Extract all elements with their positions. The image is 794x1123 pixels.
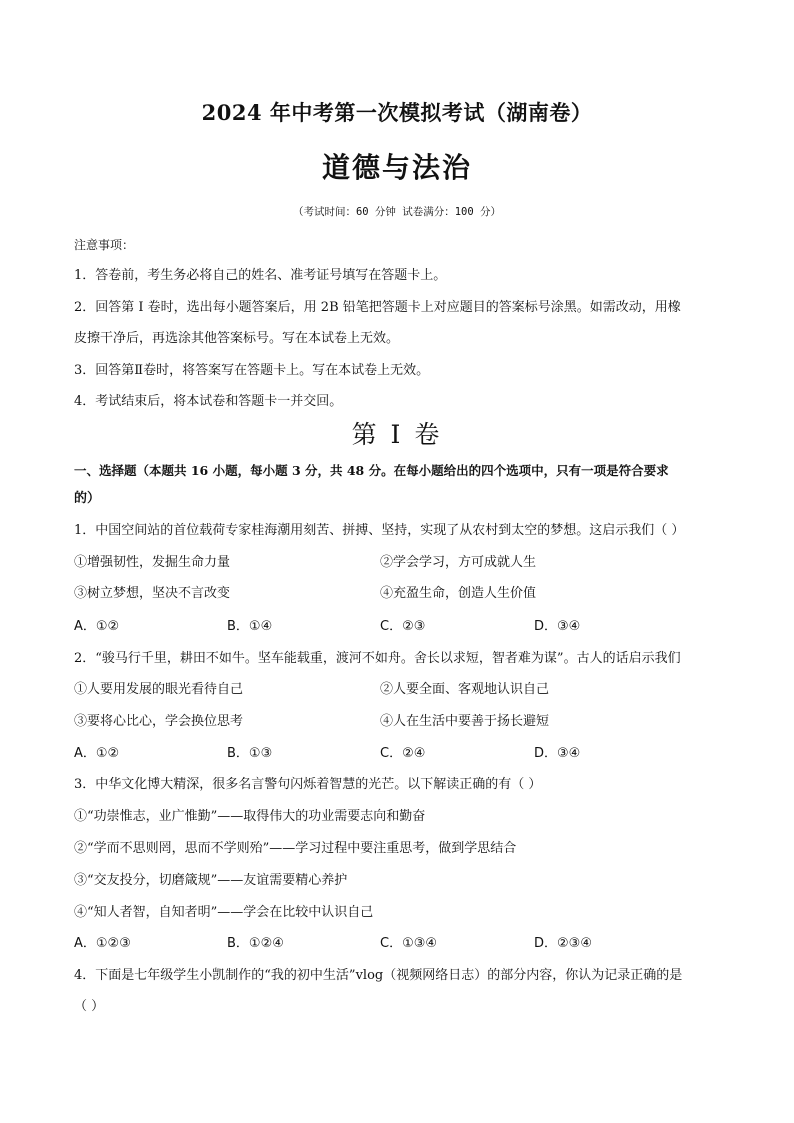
option-d[interactable]: D．③④ [534, 746, 581, 761]
option-c[interactable]: C．②③ [380, 619, 426, 634]
statement: ①增强韧性，发掘生命力量 [74, 555, 231, 570]
question-stem: 3．中华文化博大精深，很多名言警句闪烁着智慧的光芒。以下解读正确的有（ ） [74, 777, 542, 792]
exam-title: 2024 年中考第一次模拟考试（湖南卷） [201, 100, 593, 125]
notice-item: 皮擦干净后，再选涂其他答案标号。写在本试卷上无效。 [74, 331, 400, 346]
option-a[interactable]: A．①② [74, 746, 120, 761]
statement: ①“功崇惟志，业广惟勤”——取得伟大的功业需要志向和勤奋 [74, 809, 426, 824]
option-c[interactable]: C．①③④ [380, 936, 438, 951]
statement: ②“学而不思则罔，思而不学则殆”——学习过程中要注重思考，做到学思结合 [74, 841, 517, 856]
statement: ③树立梦想，坚决不言改变 [74, 586, 231, 601]
statement: ④“知人者智，自知者明”——学会在比较中认识自己 [74, 905, 374, 920]
statement: ④充盈生命，创造人生价值 [380, 586, 537, 601]
option-a[interactable]: A．①②③ [74, 936, 131, 951]
notice-item: 1．答卷前，考生务必将自己的姓名、准考证号填写在答题卡上。 [74, 268, 447, 283]
section-intro: 一、选择题（本题共 16 小题，每小题 3 分，共 48 分。在每小题给出的四个选项中，只有一项是符合要求 [74, 463, 669, 478]
statement: ③“交友投分，切磨箴规”——友谊需要精心养护 [74, 873, 348, 888]
option-b[interactable]: B．①③ [227, 746, 273, 761]
statement: ④人在生活中要善于扬长避短 [380, 714, 550, 729]
question-stem: 1．中国空间站的首位载荷专家桂海潮用刻苦、拼搏、坚持，实现了从农村到太空的梦想。这启示我们（ ） [74, 523, 685, 538]
question-stem-cont: （ ） [74, 999, 105, 1014]
option-c[interactable]: C．②④ [380, 746, 426, 761]
section-title: 第 I 卷 [351, 420, 443, 449]
section-intro-cont: 的） [74, 491, 101, 506]
question-stem: 4．下面是七年级学生小凯制作的“我的初中生活”vlog（视频网络日志）的部分内容，你认为记录正确的是 [74, 968, 683, 983]
notice-heading: 注意事项： [74, 238, 135, 252]
statement: ②人要全面、客观地认识自己 [380, 682, 550, 697]
option-b[interactable]: B．①④ [227, 619, 273, 634]
statement: ③要将心比心，学会换位思考 [74, 714, 244, 729]
option-d[interactable]: D．②③④ [534, 936, 592, 951]
statement: ②学会学习，方可成就人生 [380, 555, 537, 570]
statement: ①人要用发展的眼光看待自己 [74, 682, 244, 697]
option-d[interactable]: D．③④ [534, 619, 581, 634]
question-stem: 2．“骏马行千里，耕田不如牛。坚车能载重，渡河不如舟。舍长以求短，智者难为谋”。古人的话启示我们 [74, 651, 681, 666]
notice-item: 4．考试结束后，将本试卷和答题卡一并交回。 [74, 394, 343, 409]
exam-timing: （考试时间：60 分钟 试卷满分：100 分） [292, 206, 502, 218]
option-b[interactable]: B．①②④ [227, 936, 284, 951]
subject-title: 道德与法治 [321, 151, 472, 184]
option-a[interactable]: A．①② [74, 619, 120, 634]
notice-item: 3．回答第Ⅱ卷时，将答案写在答题卡上。写在本试卷上无效。 [74, 363, 430, 378]
notice-item: 2．回答第 I 卷时，选出每小题答案后，用 2B 铅笔把答题卡上对应题目的答案标号涂黑。如需改动，用橡 [74, 300, 681, 315]
